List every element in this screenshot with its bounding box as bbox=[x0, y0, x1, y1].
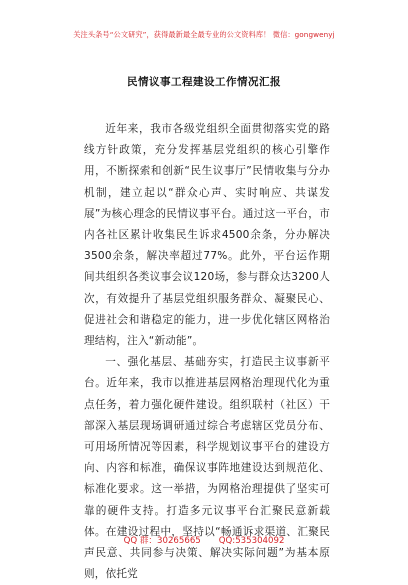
paragraph-section-one: 一、强化基层、基础夯实，打造民主议事新平台。近年来，我市以推进基层网格治理现代化为重点任务，着力强化硬件建设。组织联村（社区）干部深入基层现场调研通过综合考虑辖区党员分布、可用场所情况等因素，科学规划议事平台的建设方向、内容和标准，确保议事阵地建设达到规范化、标准化要求。这一举措，为网格治理提供了坚实可靠的硬件支持。打造多元议事平台汇聚民意新载体。在建设过程中，坚持以“畅通诉求渠道、汇聚民声民意、共同参与决策、解决实际问题”为基本原则，依托党 bbox=[84, 356, 330, 581]
paragraph-intro: 近年来，我市各级党组织全面贯彻落实党的路线方针政策，充分发挥基层党组织的核心引擎作用，不断探索和创新“民生议事厅”民情收集与分办机制，建立起以“群众心声、实时响应、共谋发展”为核心理念的民情议事平台。通过这一平台，市内各社区累计收集民生诉求4500余条，分办解决3500余条，解决率超过77%。此外，平台运作期间共组织各类议事会议120场，参与群众达3200人次，有效提升了基层党组织服务群众、凝聚民心、促进社会和谐稳定的能力，进一步优化辖区网格治理结构，注入“新动能”。 bbox=[84, 123, 330, 348]
footer-qq: QQ:535304092 bbox=[218, 536, 285, 546]
header-promo-text: 关注头条号“公文研究”，获得最新最全最专业的公文资料库！ 微信：gongwenyj bbox=[73, 30, 335, 39]
document-title: 民情议事工程建设工作情况汇报 bbox=[127, 76, 281, 88]
footer-qq-group: QQ 群：30265665 bbox=[123, 536, 201, 546]
document-body bbox=[84, 119, 330, 585]
footer-contact bbox=[0, 534, 408, 546]
